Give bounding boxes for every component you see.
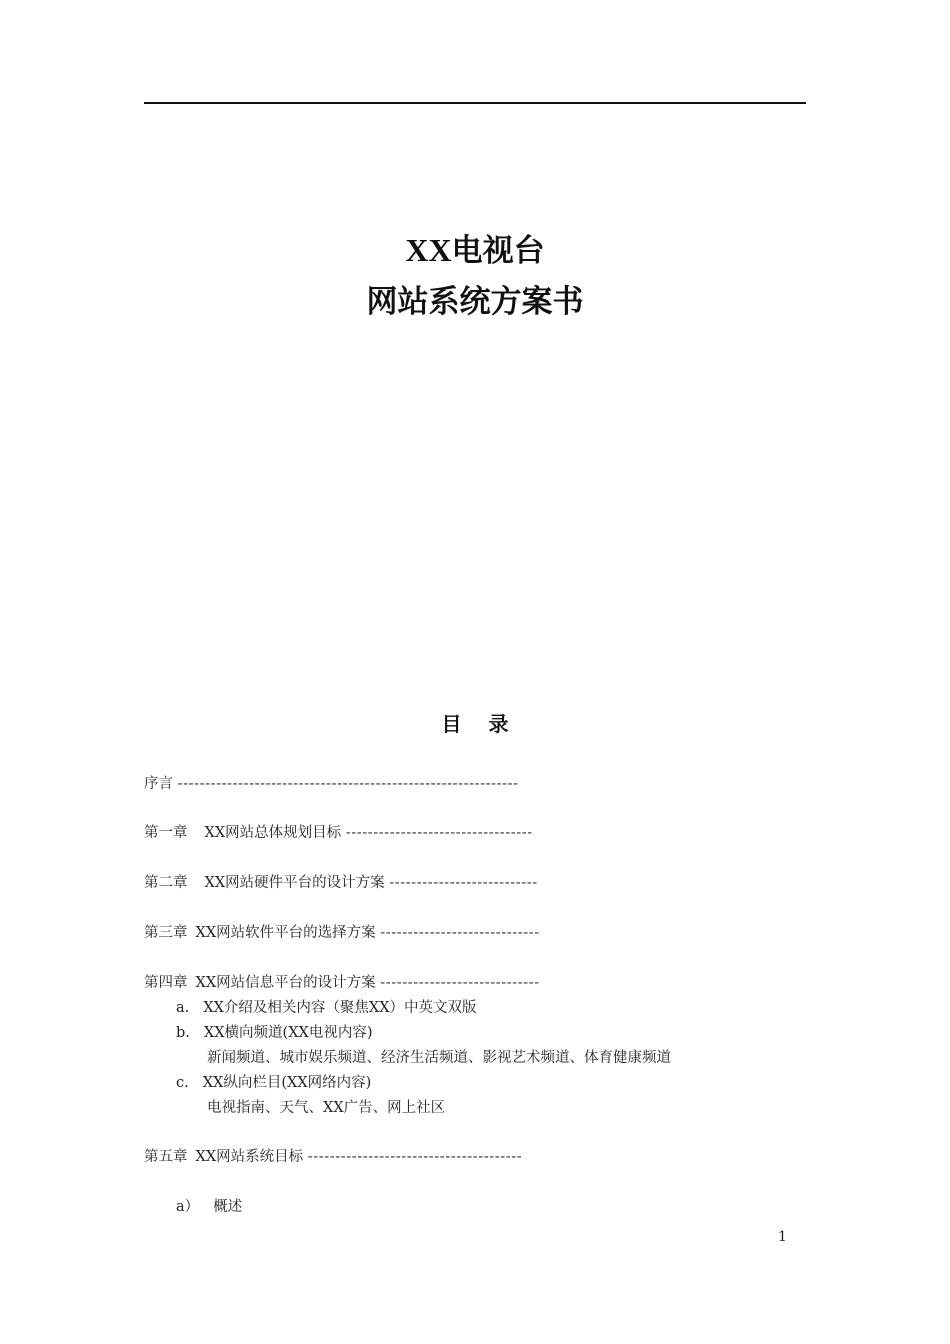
page-number: 1 xyxy=(778,1229,787,1245)
toc-subitem-text: XX纵向栏目(XX网络内容) xyxy=(202,1075,372,1091)
toc-chapter-number: 第四章 xyxy=(144,975,188,991)
toc-leader: --------------------------- xyxy=(389,875,538,891)
toc-leader: -------------------------------------------------------------- xyxy=(177,776,519,792)
toc-entry-chapter-4[interactable] xyxy=(144,973,540,993)
toc-subitem-marker: c. xyxy=(176,1075,189,1091)
toc-subitem[interactable] xyxy=(176,1023,373,1043)
toc-leader: ----------------------------- xyxy=(380,975,540,991)
toc-chapter-title: XX网站信息平台的设计方案 xyxy=(195,975,376,991)
toc-preface-label: 序言 xyxy=(144,776,173,792)
toc-subitem-text: XX横向频道(XX电视内容) xyxy=(203,1025,373,1041)
toc-subitem-marker: a） xyxy=(176,1199,200,1215)
toc-entry-chapter-5[interactable] xyxy=(144,1147,522,1167)
header-rule xyxy=(144,102,806,104)
toc-subitem-detail: 电视指南、天气、XX广告、网上社区 xyxy=(207,1100,446,1116)
toc-chapter-number: 第五章 xyxy=(144,1149,188,1165)
toc-chapter-title: XX网站软件平台的选择方案 xyxy=(195,925,376,941)
toc-subitem-marker: b. xyxy=(176,1025,190,1041)
toc-heading: 目 录 xyxy=(441,712,519,736)
toc-chapter-number: 第二章 xyxy=(144,875,188,891)
toc-chapter-number: 第一章 xyxy=(144,825,188,841)
document-title-line-2: 网站系统方案书 xyxy=(366,284,584,320)
toc-leader: --------------------------------------- xyxy=(307,1149,523,1165)
toc-subitem-text: XX介绍及相关内容（聚焦XX）中英文双版 xyxy=(203,1000,477,1016)
toc-chapter-title: XX网站硬件平台的设计方案 xyxy=(204,875,385,891)
toc-chapter-title: XX网站总体规划目标 xyxy=(204,825,342,841)
toc-subitem-marker: a. xyxy=(176,1000,190,1016)
toc-leader: ----------------------------- xyxy=(380,925,540,941)
toc-entry-chapter-2[interactable] xyxy=(144,873,538,893)
toc-subitem[interactable] xyxy=(176,1073,371,1093)
document-title-line-1 xyxy=(0,230,950,271)
toc-subitem[interactable] xyxy=(176,1197,242,1217)
toc-subitem[interactable] xyxy=(176,998,477,1018)
title-latin-part: XX xyxy=(405,232,452,268)
title-cjk-part: 电视台 xyxy=(451,233,545,269)
toc-chapter-title: XX网站系统目标 xyxy=(195,1149,304,1165)
toc-entry-chapter-1[interactable] xyxy=(144,823,533,843)
toc-subitem-detail: 新闻频道、城市娱乐频道、经济生活频道、影视艺术频道、体育健康频道 xyxy=(207,1050,671,1066)
toc-subitem-text: 概述 xyxy=(213,1199,243,1215)
toc-leader: ---------------------------------- xyxy=(345,825,533,841)
toc-chapter-number: 第三章 xyxy=(144,925,188,941)
toc-entry-chapter-3[interactable] xyxy=(144,923,540,943)
toc-entry-preface[interactable] xyxy=(144,774,519,794)
